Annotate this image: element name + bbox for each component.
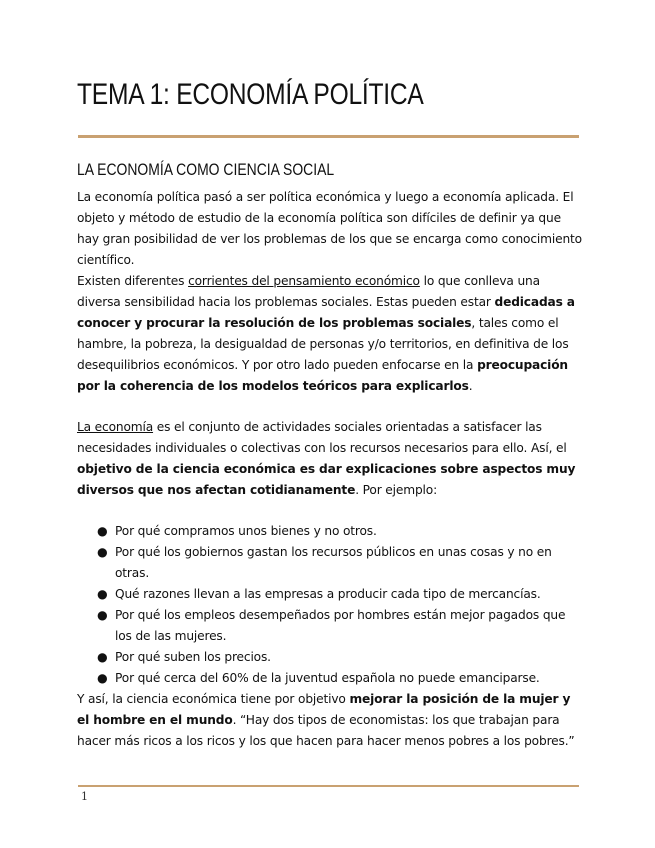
list-item: [77, 584, 582, 605]
paragraph-conclusion: [77, 689, 582, 752]
bullet-icon: ●: [97, 671, 108, 685]
title-divider: [78, 135, 579, 138]
list-item-text: Por qué los gobiernos gastan los recursos públicos en unas cosas y no en otras.: [115, 545, 552, 580]
link-corrientes[interactable]: corrientes del pensamiento económico: [188, 274, 420, 288]
p3-bold-1: objetivo de la ciencia económica es dar explicaciones sobre aspectos muy diversos que nos afectan cotidianamente: [77, 462, 576, 497]
list-item-text: Por qué suben los precios.: [115, 650, 271, 664]
link-la-economia[interactable]: La economía: [77, 420, 154, 434]
examples-list: [77, 521, 582, 689]
p2-text-2: lo que conlleva una diversa sensibilidad hacia los problemas sociales. Estas pueden estar: [77, 274, 540, 309]
p3-text-2: . Por ejemplo:: [355, 483, 438, 497]
p3-text-1: es el conjunto de actividades sociales orientadas a satisfacer las necesidades individuales o colectivas con los recursos necesarios para ello. Así, el: [77, 420, 567, 455]
footer-divider: [78, 785, 579, 787]
paragraph-economia: [77, 417, 582, 501]
list-item-text: Por qué compramos unos bienes y no otros.: [115, 524, 377, 538]
list-item-text: Por qué los empleos desempeñados por hombres están mejor pagados que los de las mujeres.: [115, 608, 566, 643]
list-item-text: Por qué cerca del 60% de la juventud española no puede emanciparse.: [115, 671, 540, 685]
bullet-icon: ●: [97, 650, 108, 664]
p2-bold-2: preocupación por la coherencia de los modelos teóricos para explicarlos: [77, 358, 568, 393]
bullet-icon: ●: [97, 608, 108, 622]
section-heading: LA ECONOMÍA COMO CIENCIA SOCIAL: [77, 160, 335, 179]
bullet-icon: ●: [97, 524, 108, 538]
p4-text-1: Y así, la ciencia económica tiene por objetivo: [77, 692, 350, 706]
list-item: [77, 542, 582, 584]
list-item: [77, 521, 582, 542]
bullet-icon: ●: [97, 545, 108, 559]
list-item: [77, 605, 582, 647]
paragraph-intro: La economía política pasó a ser política económica y luego a economía aplicada. El objeto y método de estudio de la economía política son difíciles de definir ya que hay gran posibilidad de ver los problemas de los que se encarga como conocimiento científico.: [77, 190, 582, 267]
p4-text-2: . “Hay dos tipos de economistas: los que trabajan para hacer más ricos a los ricos y los que hacen para hacer menos pobres a los pobres.”: [77, 713, 575, 748]
p2-text-4: .: [468, 379, 473, 393]
paragraph-corrientes: [77, 271, 582, 397]
page-title: TEMA 1: ECONOMÍA POLÍTICA: [77, 78, 424, 111]
list-item-text: Qué razones llevan a las empresas a producir cada tipo de mercancías.: [115, 587, 541, 601]
p4-bold-1: mejorar la posición de la mujer y el hombre en el mundo: [77, 692, 571, 727]
p2-text-1: Existen diferentes: [77, 274, 189, 288]
page-number: 1: [81, 790, 88, 803]
bullet-icon: ●: [97, 587, 108, 601]
p2-bold-1: dedicadas a conocer y procurar la resolución de los problemas sociales: [77, 295, 575, 330]
list-item: [77, 668, 582, 689]
list-item: [77, 647, 582, 668]
p2-text-3: , tales como el hambre, la pobreza, la desigualdad de personas y/o territorios, en definitiva de los desequilibrios económicos. Y por otro lado pueden enfocarse en la: [77, 316, 569, 372]
